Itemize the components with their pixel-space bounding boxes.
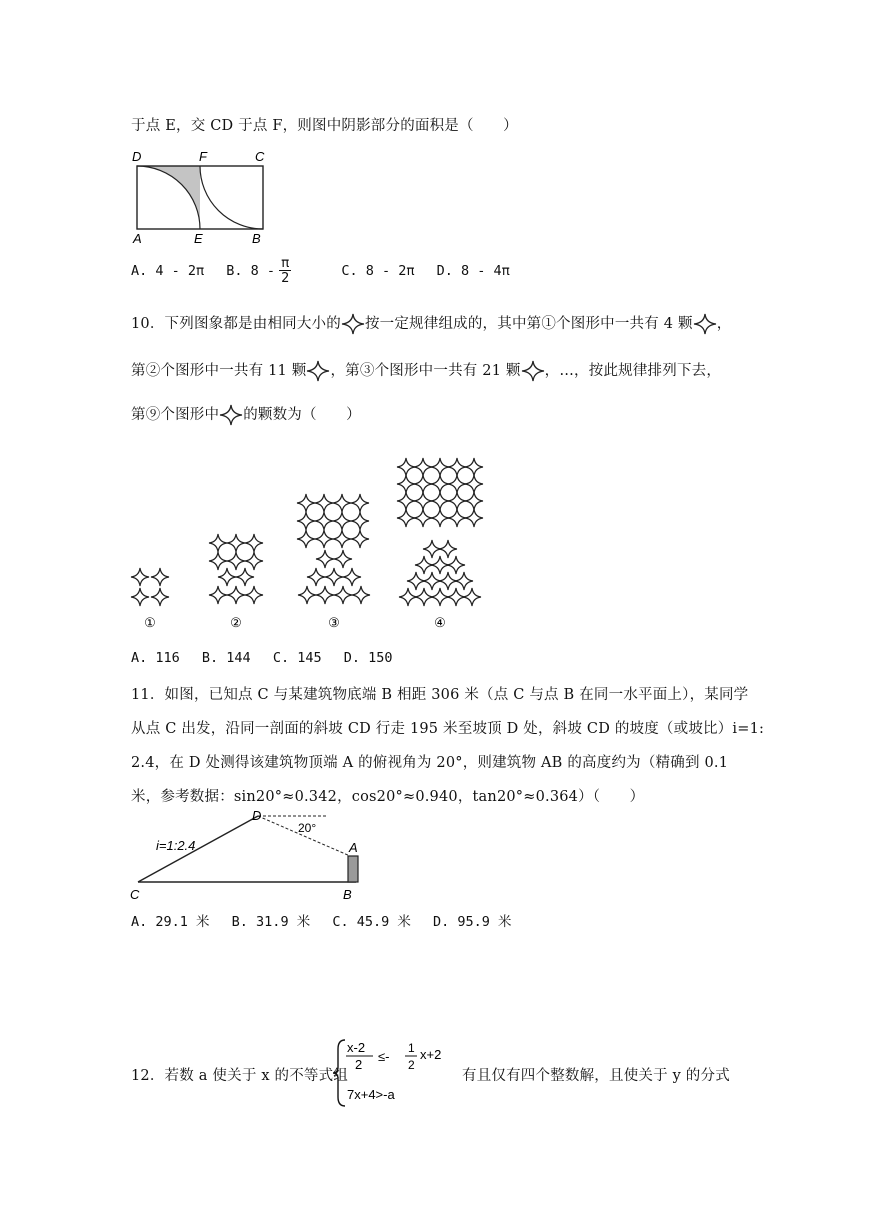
q11-line-1: 11．如图，已知点 C 与某建筑物底端 B 相距 306 米（点 C 与点 B 在同一水平面上），某同学 [131, 687, 749, 703]
ineq1-den: 2 [355, 1057, 363, 1072]
star-shape [245, 586, 263, 604]
label-a: A [133, 231, 142, 246]
star-shape [218, 568, 236, 586]
q11-option-d[interactable]: D. 95.9 米 [433, 914, 512, 930]
q12-inequality-system [331, 1037, 461, 1109]
q12-prefix: 12．若数 a 使关于 x 的不等式组 [131, 1068, 349, 1084]
label-e: E [194, 231, 203, 246]
q11-line-2: 从点 C 出发，沿同一剖面的斜坡 CD 行走 195 米至坡顶 D 处，斜坡 CD 的坡度（或坡比）i=1: [131, 721, 765, 737]
q11-option-b[interactable]: B. 31.9 米 [231, 914, 311, 930]
label-a: A [349, 840, 358, 855]
q11-option-a[interactable]: A. 29.1 米 [131, 914, 210, 930]
star-shape [131, 588, 149, 606]
star-shape [351, 512, 369, 530]
q12-suffix: 有且仅有四个整数解，且使关于 y 的分式 [462, 1068, 730, 1084]
q10-options [131, 650, 407, 666]
figure-label-4: ④ [434, 615, 446, 630]
star-shape [431, 509, 449, 527]
q11-line-3: 2.4，在 D 处测得该建筑物顶端 A 的俯视角为 20°，则建筑物 AB 的高度约为（精确到 0.1 [131, 755, 729, 771]
star-shape [431, 458, 449, 476]
star-icon [521, 360, 545, 382]
ineq2: 7x+4>-a [347, 1087, 395, 1102]
label-d: D [132, 149, 142, 164]
star-shape [316, 586, 334, 604]
star-shape [448, 458, 466, 476]
star-shape [297, 494, 315, 512]
star-shape [131, 568, 149, 586]
star-shape [448, 492, 466, 510]
q9-figure [128, 146, 278, 246]
star-shape [447, 588, 465, 606]
left-arc-fill [137, 166, 200, 229]
star-shape [439, 572, 457, 590]
ineq1-frac-den: 2 [408, 1058, 415, 1072]
q11-option-c[interactable]: C. 45.9 米 [332, 914, 411, 930]
label-f: F [199, 149, 207, 164]
q9-text: 于点 E，交 CD 于点 F，则图中阴影部分的面积是（ ） [131, 118, 518, 134]
star-icon [341, 313, 365, 335]
q9-option-d[interactable]: D. 8 - 4π [436, 262, 510, 279]
q10-option-b[interactable]: B. 144 [201, 650, 251, 666]
ineq1-frac-num: 1 [408, 1041, 415, 1055]
q9-option-b[interactable]: B. 8 - $\frac{\pi}{2}$ [226, 263, 319, 279]
label-b: B [343, 887, 352, 901]
star-shape [431, 556, 449, 574]
star-shape [431, 492, 449, 510]
star-shape [465, 509, 483, 527]
star-shape [465, 475, 483, 493]
star-shape [465, 492, 483, 510]
figure-label-3: ③ [328, 615, 340, 630]
star-icon [219, 404, 243, 426]
star-shape [227, 552, 245, 570]
building-ab [348, 856, 358, 882]
q10-option-a[interactable]: A. 116 [131, 650, 180, 666]
star-shape [325, 568, 343, 586]
star-shape [334, 586, 352, 604]
star-shape [414, 509, 432, 527]
right-arc-fill-cover [200, 166, 263, 229]
ineq1-num: x-2 [347, 1040, 366, 1055]
star-shape [465, 458, 483, 476]
star-shape [209, 586, 227, 604]
label-d: D [252, 808, 262, 823]
figure-label-1: ① [144, 615, 156, 630]
star-shape [151, 568, 169, 586]
ineq1-op: ≤- [378, 1049, 390, 1064]
star-shape [414, 475, 432, 493]
star-shape [448, 475, 466, 493]
star-shape [439, 540, 457, 558]
star-shape [431, 475, 449, 493]
star-shape [397, 492, 415, 510]
label-c: C [255, 149, 265, 164]
star-shape [448, 509, 466, 527]
star-shape [447, 556, 465, 574]
star-shape [315, 530, 333, 548]
star-icon [693, 313, 717, 335]
star-shape [315, 512, 333, 530]
q10-line-1: 10．下列图象都是由相同大小的 按一定规律组成的，其中第①个图形中一共有 4 颗 ， [131, 312, 731, 335]
ineq1-rest: x+2 [420, 1047, 442, 1062]
star-shape [245, 534, 263, 552]
star-shape [333, 494, 351, 512]
star-shape [333, 530, 351, 548]
star-shape [209, 534, 227, 552]
star-shape [415, 588, 433, 606]
label-b: B [252, 231, 261, 246]
star-shape [397, 475, 415, 493]
pi-over-2-fraction: $\frac{\pi}{2}$ [281, 255, 290, 287]
q9-options [131, 256, 524, 285]
star-shape [455, 572, 473, 590]
star-shape [315, 494, 333, 512]
q11-options [131, 910, 526, 930]
label-c: C [130, 887, 140, 901]
star-shape [333, 512, 351, 530]
star-shape [245, 552, 263, 570]
star-shape [334, 550, 352, 568]
figure-label-2: ② [230, 615, 242, 630]
star-shape [227, 586, 245, 604]
star-shape [397, 458, 415, 476]
star-shape [297, 530, 315, 548]
star-shape [227, 534, 245, 552]
star-icon [306, 360, 330, 382]
q9-option-c[interactable]: C. 8 - 2π [341, 262, 415, 279]
q10-option-c[interactable]: C. 145 [272, 650, 322, 666]
star-shape [352, 586, 370, 604]
angle-label: 20° [298, 821, 317, 835]
slope-label: i=1:2.4 [156, 838, 196, 853]
star-shape [297, 512, 315, 530]
star-shape [351, 530, 369, 548]
q9-option-a[interactable]: A. 4 - 2π [131, 262, 205, 279]
star-shape [151, 588, 169, 606]
star-shape [414, 492, 432, 510]
star-shape [316, 550, 334, 568]
q11-line-4: 米，参考数据：sin20°≈0.342，cos20°≈0.940，tan20°≈0.364）（ ） [131, 789, 645, 805]
star-shape [298, 586, 316, 604]
star-shape [423, 540, 441, 558]
star-shape [236, 568, 254, 586]
left-brace [333, 1040, 345, 1106]
q10-line-3: 第⑨个图形中 的颗数为（ ） [131, 403, 361, 426]
star-shape [399, 588, 417, 606]
star-shape [463, 588, 481, 606]
star-shape [423, 572, 441, 590]
star-shape [343, 568, 361, 586]
q10-star-patterns-figure [130, 445, 490, 635]
q10-line-2: 第②个图形中一共有 11 颗 ，第③个图形中一共有 21 颗 ，…，按此规律排列下去， [131, 359, 721, 382]
star-shape [415, 556, 433, 574]
star-shape [407, 572, 425, 590]
star-shape [431, 588, 449, 606]
q10-option-d[interactable]: D. 150 [343, 650, 393, 666]
q11-slope-figure [128, 806, 368, 901]
star-shape [351, 494, 369, 512]
star-shape [397, 509, 415, 527]
star-shape [414, 458, 432, 476]
star-shape [307, 568, 325, 586]
star-shape [209, 552, 227, 570]
